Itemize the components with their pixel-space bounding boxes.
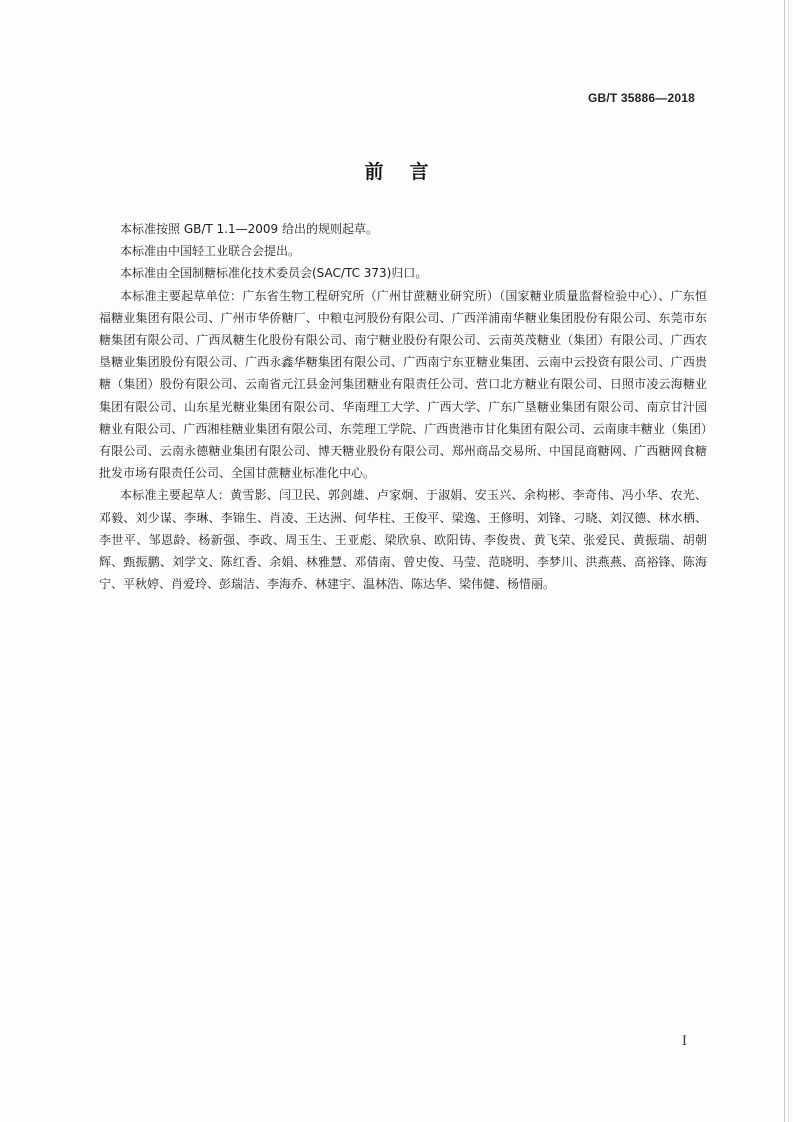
- paragraph-centralized-by: 本标准由全国制糖标准化技术委员会(SAC/TC 373)归口。: [120, 266, 428, 281]
- paragraph-drafting-units: 本标准主要起草单位：广东省生物工程研究所（广州甘蔗糖业研究所）（国家糖业质量监督检验中心）、广东恒福糖业集团有限公司、广州市华侨糖厂、中粮屯河股份有限公司、广西洋浦南华糖业集团股份有限公司、东莞市东糖集团有限公司、广西凤糖生化股份有限公司、南宁糖业股份有限公司、云南英茂糖业（集团）有限公司、广西农垦糖业集团股份有限公司、广西永鑫华糖集团有限公司、广西南宁东亚糖业集团、云南中云投资有限公司、广西贵糖（集团）股份有限公司、云南省元江县金河集团糖业有限责任公司、营口北方糖业有限公司、日照市凌云海糖业集团有限公司、山东星光糖业集团有限公司、华南理工大学、广西大学、广东广垦糖业集团有限公司、南京甘汁园糖业有限公司、广西湘桂糖业集团有限公司、东莞理工学院、广西贵港市甘化集团有限公司、云南康丰糖业（集团）有限公司、云南永德糖业集团有限公司、博天糖业股份有限公司、郑州商品交易所、中国昆商糖网、广西糖网食糖批发市场有限责任公司、全国甘蔗糖业标准化中心。: [99, 288, 707, 481]
- paragraph-drafters: 本标准主要起草人：黄雪影、闫卫民、郭剑雄、卢家炯、于淑娟、安玉兴、余构彬、李奇伟、冯小华、农光、邓毅、刘少谋、李琳、李锦生、肖凌、王达洲、何华柱、王俊平、梁逸、王修明、刘锋、刁晓、刘汉德、林水栖、李世平、邹恩龄、杨新强、李政、周玉生、王亚彪、梁欣泉、欧阳铸、李俊贵、黄飞荣、张爱民、黄振瑞、胡朝辉、甄振鹏、刘学文、陈红香、余娟、林雅慧、邓倩南、曾史俊、马莹、范晓明、李梦川、洪燕燕、高裕锋、陈海宁、平秋婷、肖爱玲、彭瑞洁、李海乔、林建宇、温林浩、陈达华、梁伟健、杨惜丽。: [99, 488, 707, 592]
- paragraph-proposed-by: 本标准由中国轻工业联合会提出。: [120, 244, 301, 259]
- paragraph-drafting-rules: 本标准按照 GB/T 1.1—2009 给出的规则起草。: [120, 222, 378, 236]
- page-number: I: [681, 1034, 687, 1049]
- standard-code: GB/T 35886—2018: [587, 91, 695, 105]
- page-title: 前言: [364, 161, 455, 183]
- foreword-body: [99, 218, 707, 595]
